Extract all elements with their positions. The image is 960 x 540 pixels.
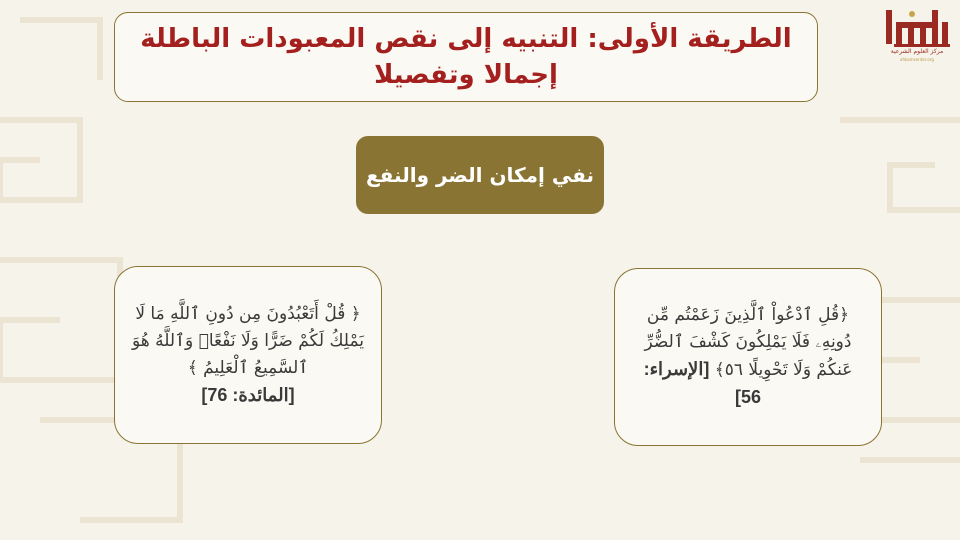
verse-left: ﴿ قُلْ أَتَعْبُدُونَ مِن دُونِ ٱللَّهِ مَا لَا يَمْلِكُ لَكُمْ ضَرًّا وَلَا نَفْعًاۚ وَٱللَّهُ هُوَ ٱلسَّمِيعُ ٱلْعَلِيمُ ﴾ bbox=[131, 303, 364, 378]
verse-text-right bbox=[615, 302, 881, 412]
verse-card-right bbox=[614, 268, 882, 446]
logo-subtitle: مركز العلوم الشرعية bbox=[890, 48, 944, 55]
verse-reference-right: [الإسراء: 56] bbox=[643, 359, 762, 407]
title-box bbox=[114, 12, 818, 102]
heading-pill: نفي إمكان الضر والنفع bbox=[356, 136, 604, 214]
verse-right: ﴿قُلِ ٱدْعُواْ ٱلَّذِينَ زَعَمْتُم مِّن دُونِهِۦ فَلَا يَمْلِكُونَ كَشْفَ ٱلضُّرِّ عَنكُمْ وَلَا تَحْوِيلًا ٥٦﴾ bbox=[644, 305, 853, 380]
verse-reference-left: [المائدة: 76] bbox=[201, 384, 295, 405]
verse-text-left bbox=[115, 301, 381, 410]
verse-card-left bbox=[114, 266, 382, 444]
page-title: الطريقة الأولى: التنبيه إلى نقص المعبودات الباطلة إجمالا وتفصيلا bbox=[140, 24, 792, 90]
logo-tagline: ahkamcenter.org bbox=[900, 57, 934, 62]
